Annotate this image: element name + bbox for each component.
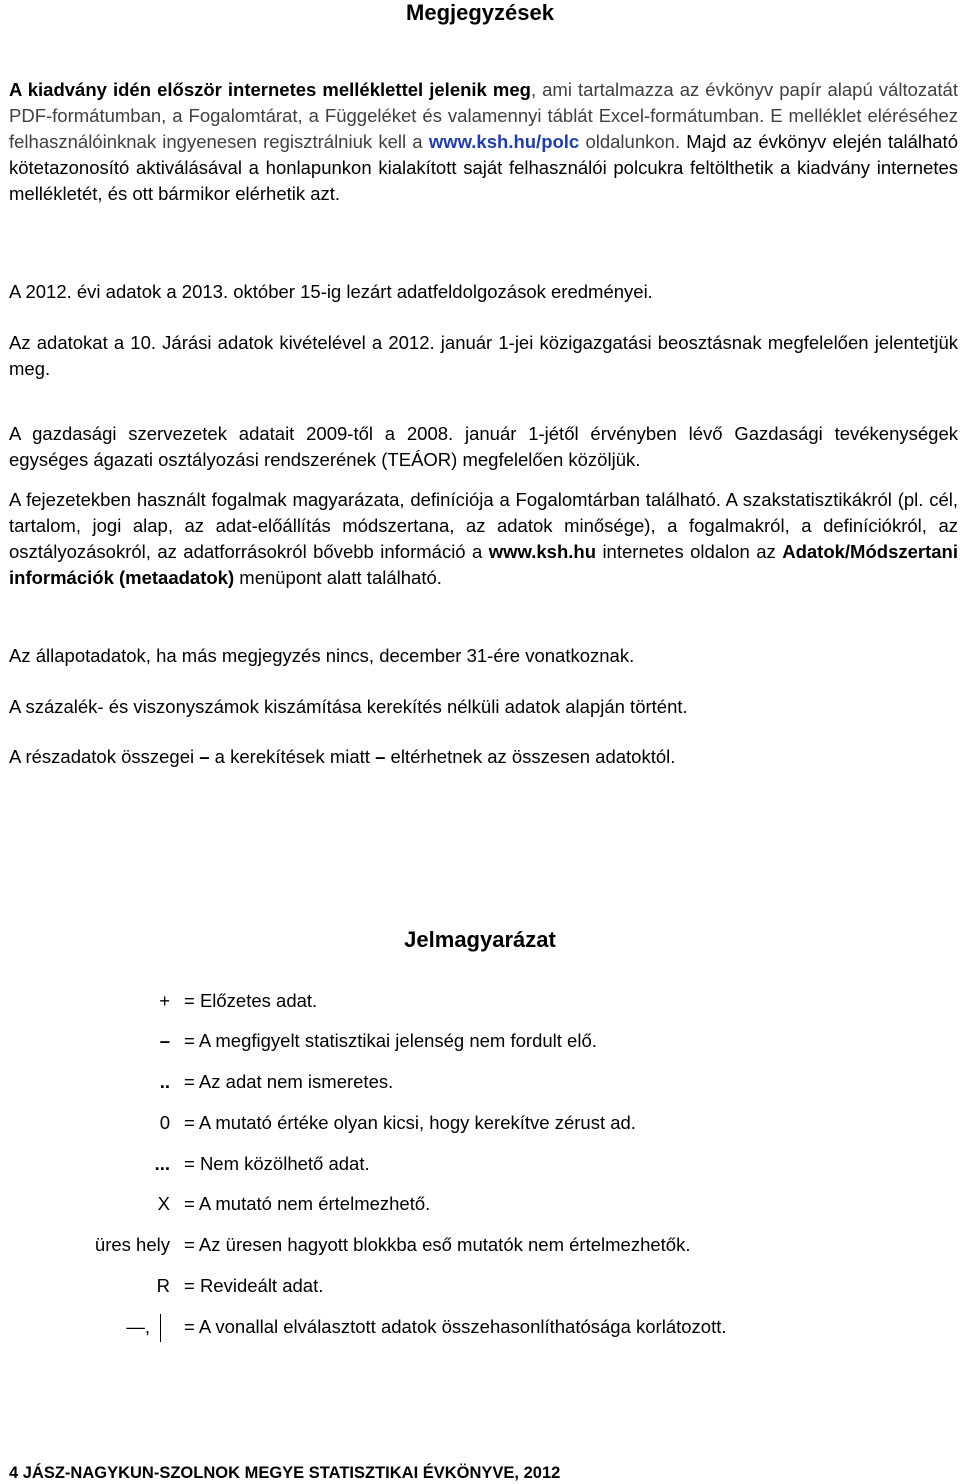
intro-text-3: Majd az évkönyv elején található kötetazonosító aktiválásával a honlapunkon kialakított saját felhasználói polcukra feltölthetik a kiadvány internetes mellékletét, és ott bármikor elérhetik azt.: [9, 131, 958, 204]
legend-description: = Nem közölhető adat.: [184, 1153, 370, 1174]
legend-item: [0, 1151, 960, 1177]
legend-symbol: R: [156, 1275, 170, 1296]
legend-symbol: +: [159, 990, 170, 1011]
legend-description: = A megfigyelt statisztikai jelenség nem fordult elő.: [184, 1030, 597, 1051]
legend-item: [0, 1028, 960, 1054]
note-administrative-division: Az adatokat a 10. Járási adatok kivételével a 2012. január 1-jei közigazgatási beosztásnak megfelelően jelentetjük meg.: [9, 332, 958, 379]
legend-title: Jelmagyarázat: [404, 927, 556, 952]
legend-item: [0, 1069, 960, 1095]
legend-item: [0, 988, 960, 1014]
ksh-link[interactable]: www.ksh.hu: [488, 541, 597, 562]
legend-description: = Revideált adat.: [184, 1275, 324, 1296]
note-concepts-text-3: menüpont alatt található.: [234, 567, 442, 588]
note-reference-date: Az állapotadatok, ha más megjegyzés nincs, december 31-ére vonatkoznak.: [9, 645, 635, 666]
legend-symbol: –: [159, 1030, 170, 1051]
intro-text-1: , ami tartalmazza az évkönyv papír alapú változatát PDF-formátumban, a Fogalomtárat, a Függeléket és valamennyi táblát Excel-formátumban. E melléklet eléréséhez felhasználóinknak ingyenesen regisztrálniuk kell a: [9, 79, 958, 152]
note-teaor: A gazdasági szervezetek adatait 2009-től a 2008. január 1-jétől érvényben lévő Gazdasági tevékenységek egységes ágazati osztályozási rendszerének (TEÁOR) megfelelően közöljük.: [9, 423, 958, 470]
vertical-separator-line: [160, 1314, 161, 1342]
note-percentages: A százalék- és viszonyszámok kiszámítása kerekítés nélküli adatok alapján történt.: [9, 696, 688, 717]
legend-description: = Az adat nem ismeretes.: [184, 1071, 394, 1092]
note-concepts-text-2: internetes oldalon az: [596, 541, 783, 562]
page-title: Megjegyzések: [406, 0, 554, 25]
legend-symbol: üres hely: [94, 1234, 170, 1255]
legend-description: = A vonallal elválasztott adatok összehasonlíthatósága korlátozott.: [184, 1316, 727, 1337]
legend-item: [0, 1232, 960, 1258]
legend-item: [0, 1273, 960, 1299]
note-rounding-text-3: eltérhetnek az összesen adatoktól.: [385, 746, 676, 767]
note-rounding-dash-1: –: [199, 746, 210, 767]
note-rounding-text-1: A részadatok összegei: [9, 746, 200, 767]
note-concepts: [9, 487, 958, 591]
legend-symbol: ...: [154, 1153, 170, 1174]
legend-symbol: —,: [126, 1316, 150, 1337]
metadata-menu-label: Adatok/Módszertani információk (metaadatok): [9, 541, 958, 588]
intro-lead: A kiadvány idén először internetes melléklettel jelenik meg: [9, 79, 531, 100]
legend-description: = A mutató nem értelmezhető.: [184, 1193, 431, 1214]
legend-symbol: ..: [159, 1071, 170, 1092]
legend-item: [0, 1314, 960, 1340]
note-rounding: [9, 744, 958, 770]
legend-description: = Az üresen hagyott blokkba eső mutatók nem értelmezhetők.: [184, 1234, 691, 1255]
page-footer: 4 JÁSZ-NAGYKUN-SZOLNOK MEGYE STATISZTIKAI ÉVKÖNYVE, 2012: [9, 1464, 561, 1482]
note-rounding-text-2: a kerekítések miatt: [209, 746, 376, 767]
polc-link[interactable]: www.ksh.hu/polc: [428, 131, 580, 152]
note-data-period: A 2012. évi adatok a 2013. október 15-ig lezárt adatfeldolgozások eredményei.: [9, 281, 653, 302]
legend-item: [0, 1110, 960, 1136]
legend-symbol: X: [157, 1193, 170, 1214]
note-concepts-text-1: A fejezetekben használt fogalmak magyarázata, definíciója a Fogalomtárban található. A szakstatisztikákról (pl. cél, tartalom, jogi alap, az adat-előállítás módszertana, az adatok minősége), a fogalmakról, a definíciókról, az osztályozásokról, az adatforrásokról bővebb információ a: [9, 489, 958, 562]
note-rounding-dash-2: –: [375, 746, 386, 767]
intro-text-2: oldalunkon.: [579, 131, 687, 152]
legend-symbol: 0: [159, 1112, 170, 1133]
intro-paragraph: [9, 77, 958, 207]
legend-item: [0, 1191, 960, 1217]
legend-description: = Előzetes adat.: [184, 990, 318, 1011]
legend-description: = A mutató értéke olyan kicsi, hogy kerekítve zérust ad.: [184, 1112, 636, 1133]
